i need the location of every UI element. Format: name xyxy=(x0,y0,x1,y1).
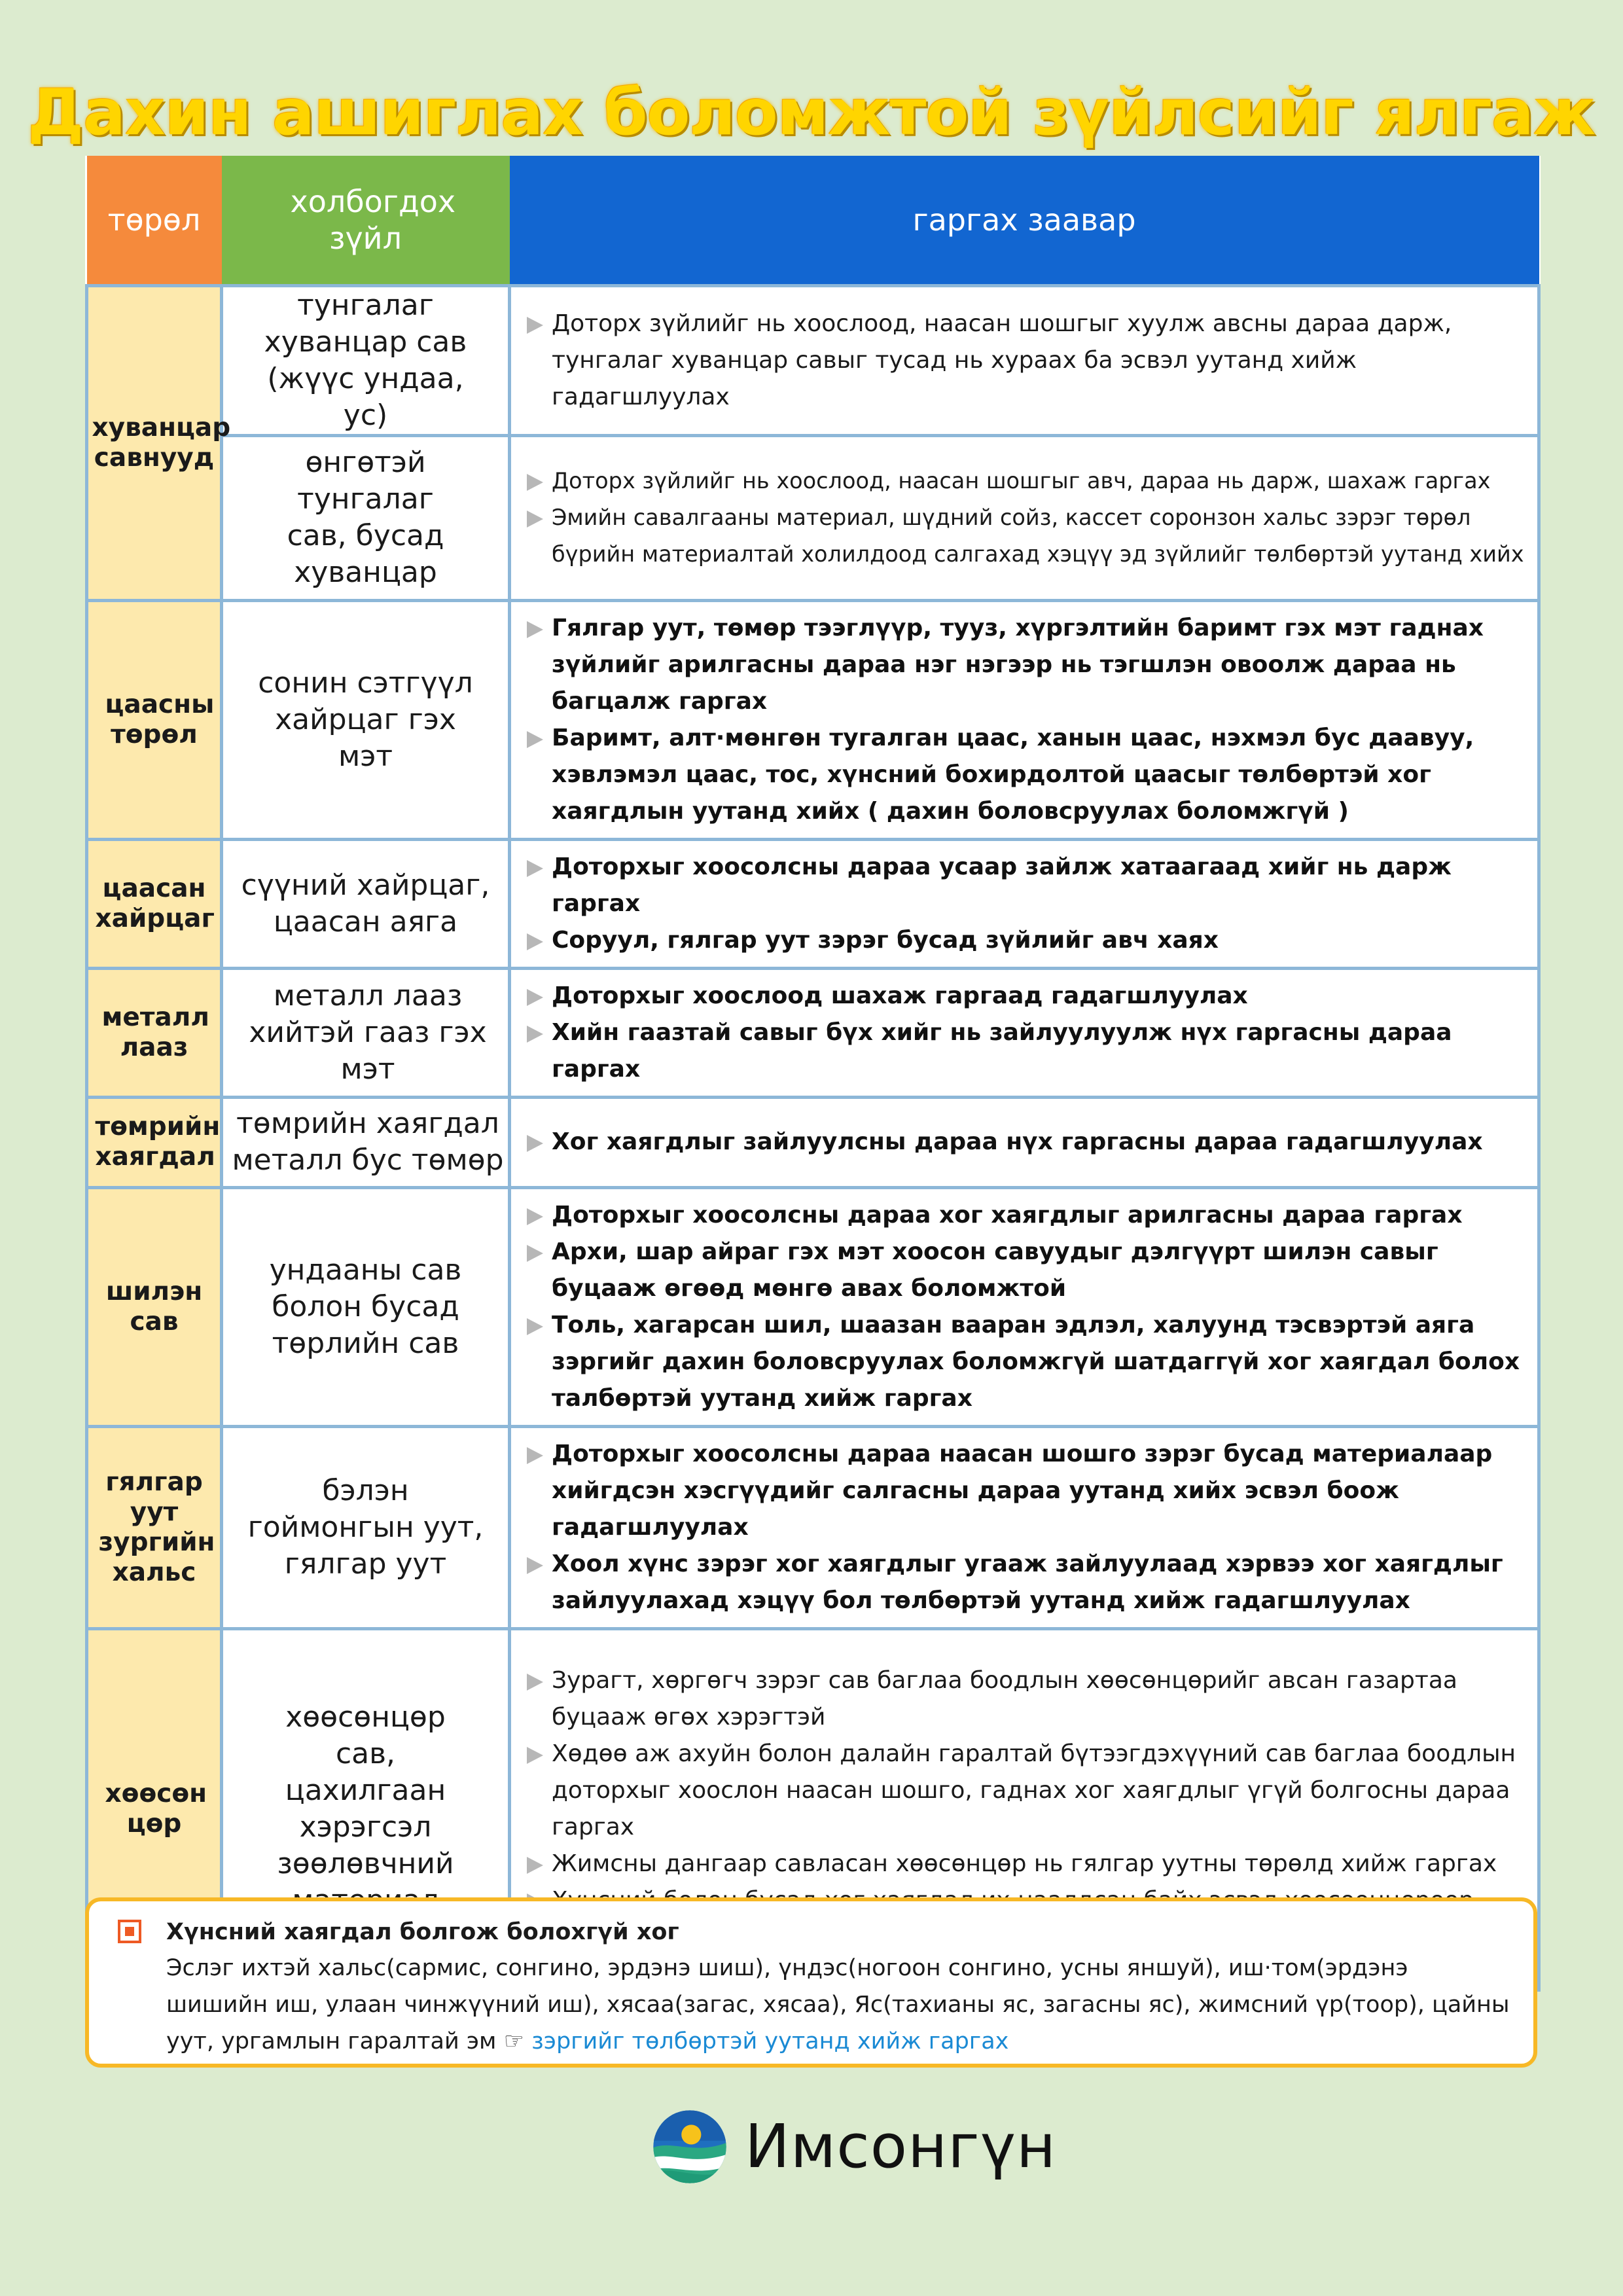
brand-logo xyxy=(652,2106,1056,2187)
instruction-bullet: Соруул, гялгар уут зэрэг бусад зүйлийг авч хаях xyxy=(524,922,1525,959)
item-label: металл лааз хийтэй гааз гэх мэт xyxy=(249,978,487,1086)
table-row xyxy=(87,968,1539,1097)
category-label: цаасны төрөл xyxy=(105,689,215,749)
instruction-bullet: Доторх зүйлийг нь хоослоод, наасан шошгыг хуулж авсны дараа дарж, тунгалаг хуванцар савыг тусад нь хураах ба эсвэл уутанд хийж гадагшлуулах xyxy=(524,306,1525,416)
table-header-row xyxy=(87,156,1539,285)
item-cell xyxy=(222,285,510,435)
table-row xyxy=(87,285,1539,435)
instruction-cell xyxy=(510,1426,1539,1628)
item-cell xyxy=(222,1187,510,1426)
instruction-bullet: Архи, шар айраг гэх мэт хоосон савуудыг дэлгүүрт шилэн савыг буцааж өгөөд мөнгө авах боломжтой xyxy=(524,1234,1525,1307)
header-item-label: холбогдох зүйл xyxy=(290,183,456,256)
item-cell xyxy=(222,1426,510,1628)
item-label: сонин сэтгүүл хайрцаг гэх мэт xyxy=(258,666,473,773)
table-row xyxy=(87,435,1539,600)
item-cell xyxy=(222,600,510,839)
table-row xyxy=(87,600,1539,839)
category-label: хөөсөн цөр xyxy=(105,1779,207,1839)
category-cell xyxy=(87,600,222,839)
category-label: төмрийн хаягдал xyxy=(95,1112,221,1172)
item-label: ундааны сав болон бусад төрлийн сав xyxy=(269,1253,462,1360)
note-action-text: зэргийг төлбөртэй уутанд хийж гаргах xyxy=(531,2028,1009,2054)
category-label: хуванцар савнууд xyxy=(92,412,231,473)
item-cell xyxy=(222,839,510,968)
table-row xyxy=(87,1187,1539,1426)
category-label: цаасан хайрцаг xyxy=(95,873,215,933)
instruction-bullet: Доторх зүйлийг нь хоослоод, наасан шошгыг авч, дараа нь дарж, шахаж гаргах xyxy=(524,463,1525,499)
category-label: гялгар уут зургийн хальс xyxy=(98,1467,215,1587)
instruction-bullet: Баримт, алт·мөнгөн тугалган цаас, ханын цаас, нэхмэл бус даавуу, хэвлэмэл цаас, тос, хүнсний бохирдолтой цаасыг төлбөртэй хог хаягдлын уутанд хийх ( дахин боловсруулах боломжгүй ) xyxy=(524,720,1525,830)
item-label: төмрийн хаягдал металл бус төмөр xyxy=(232,1107,504,1177)
instruction-bullet: Доторхыг хоослоод шахаж гаргаад гадагшлуулах xyxy=(524,978,1525,1014)
item-cell xyxy=(222,968,510,1097)
item-cell xyxy=(222,1097,510,1187)
instruction-bullet: Хөдөө аж ахуйн болон далайн гаралтай бүтээгдэхүүний сав баглаа боодлын доторхыг хоослон наасан шошго, гаднах хог хаягдлыг үгүй болгосны дараа гаргах xyxy=(524,1736,1525,1846)
instruction-bullet: Доторхыг хоосолсны дараа хог хаягдлыг арилгасны дараа гаргах xyxy=(524,1197,1525,1234)
instruction-cell xyxy=(510,839,1539,968)
item-label: сүүний хайрцаг, цаасан аяга xyxy=(241,868,490,939)
table-row xyxy=(87,1426,1539,1628)
instruction-bullet: Зурагт, хөргөгч зэрэг сав баглаа боодлын хөөсөнцөрийг авсан газартаа буцааж өгөх хэрэгтэй xyxy=(524,1662,1525,1736)
food-waste-note xyxy=(85,1897,1537,2068)
pointing-hand-icon: ☞ xyxy=(503,2028,524,2054)
instruction-bullet: Доторхыг хоосолсны дараа усаар зайлж хатаагаад хийг нь дарж гаргах xyxy=(524,849,1525,922)
category-label: металл лааз xyxy=(101,1002,209,1062)
category-cell xyxy=(87,968,222,1097)
item-label: бэлэн гоймонгын уут, гялгар уут xyxy=(247,1473,484,1581)
item-label: өнгөтэй тунгалаг сав, бусад хуванцар xyxy=(287,446,444,589)
note-body xyxy=(166,1950,1514,2060)
header-guide: гаргах заавар xyxy=(510,156,1539,285)
square-bullet-icon xyxy=(118,1920,141,1943)
instruction-bullet: Эмийн савалгааны материал, шүдний сойз, кассет соронзон хальс зэрэг төрөл бүрийн материалтай холилдоод салгахад хэцүү эд зүйлийг төлбөртэй уутанд хийх xyxy=(524,499,1525,573)
table-row xyxy=(87,1097,1539,1187)
category-cell xyxy=(87,285,231,600)
header-type: төрөл xyxy=(87,156,222,285)
instruction-bullet: Доторхыг хоосолсны дараа наасан шошго зэрэг бусад материалаар хийгдсэн хэсгүүдийг салгасны дараа уутанд хийх эсвэл боож гадагшлуулах xyxy=(524,1436,1525,1546)
imsongun-logo-icon xyxy=(652,2109,728,2185)
category-label: шилэн сав xyxy=(105,1276,203,1336)
instruction-bullet: Хоол хүнс зэрэг хог хаягдлыг угааж зайлуулаад хэрвээ хог хаягдлыг зайлуулахад хэцүү бол төлбөртэй уутанд хийж гадагшлуулах xyxy=(524,1546,1525,1619)
note-title: Хүнсний хаягдал болгож болохгүй хог xyxy=(166,1919,679,1945)
logo-text: Имсонгүн xyxy=(745,2111,1057,2181)
category-cell xyxy=(87,1187,222,1426)
item-label: хөөсөнцөр сав, цахилгаан хэрэгсэл зөөлөвчний xyxy=(277,1700,454,1880)
category-cell xyxy=(87,1426,222,1628)
page-title: Дахин ашиглах боломжтой зүйлсийг ялгаж xyxy=(27,76,1596,149)
instruction-bullet: Хийн гаазтай савыг бүх хийг нь зайлуулуулж нүх гаргасны дараа гаргах xyxy=(524,1014,1525,1088)
category-cell xyxy=(87,839,222,968)
table-row xyxy=(87,839,1539,968)
instruction-bullet: Жимсны дангаар савласан хөөсөнцөр нь гялгар уутны төрөлд хийж гаргах xyxy=(524,1846,1525,1882)
note-text: Эслэг ихтэй хальс(сармис, сонгино, эрдэнэ шиш), үндэс(ногоон сонгино, усны яншуй), иш·том(эрдэнэ шишийн иш, улаан чинжүүний иш), хясаа(загас, хясаа), Яс(тахианы яс, загасны яс), жимсний үр(тоор), цайны уут, ургамлын гаралтай эм xyxy=(166,1955,1510,2054)
instruction-cell xyxy=(510,968,1539,1097)
instruction-bullet: Толь, хагарсан шил, шаазан вааран эдлэл, халуунд тэсвэртэй аяга зэргийг дахин боловсруулах боломжгүй шатдаггүй хог хаягдал болох талбөртэй уутанд хийж гаргах xyxy=(524,1307,1525,1417)
instruction-cell xyxy=(510,435,1539,600)
category-cell xyxy=(87,1097,222,1187)
instruction-cell xyxy=(510,1097,1539,1187)
instruction-bullet: Гялгар уут, төмөр тээглүүр, тууз, хүргэлтийн баримт гэх мэт гаднах зүйлийг арилгасны дараа нэг нэгээр нь тэгшлэн овоолж дараа нь багцалж гаргах xyxy=(524,610,1525,720)
item-label: тунгалаг хуванцар сав (жүүс ундаа, ус) xyxy=(264,288,467,432)
item-cell xyxy=(222,435,510,600)
instruction-cell xyxy=(510,285,1539,435)
instruction-cell xyxy=(510,1187,1539,1426)
recycling-guide-table xyxy=(85,156,1541,1992)
instruction-bullet: Хог хаягдлыг зайлуулсны дараа нүх гаргасны дараа гадагшлуулах xyxy=(524,1124,1525,1160)
header-item xyxy=(222,156,510,285)
instruction-cell xyxy=(510,600,1539,839)
